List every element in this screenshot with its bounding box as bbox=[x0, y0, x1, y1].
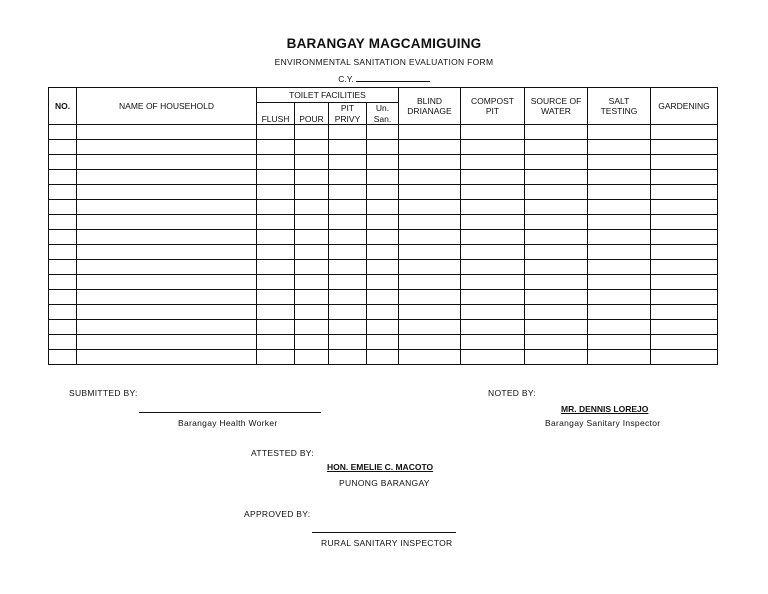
table-cell[interactable] bbox=[77, 275, 257, 290]
table-row bbox=[49, 140, 718, 155]
water-line-1: SOURCE OF bbox=[530, 95, 582, 106]
table-cell[interactable] bbox=[257, 305, 295, 320]
table-cell[interactable] bbox=[295, 170, 329, 185]
table-row bbox=[49, 245, 718, 260]
table-cell[interactable] bbox=[77, 290, 257, 305]
table-cell[interactable] bbox=[651, 335, 718, 350]
table-cell[interactable] bbox=[367, 320, 399, 335]
table-cell[interactable] bbox=[399, 125, 461, 140]
table-cell[interactable] bbox=[461, 230, 525, 245]
table-cell[interactable] bbox=[461, 275, 525, 290]
table-cell[interactable] bbox=[651, 260, 718, 275]
table-cell[interactable] bbox=[77, 125, 257, 140]
table-cell[interactable] bbox=[49, 200, 77, 215]
table-cell[interactable] bbox=[367, 245, 399, 260]
table-cell[interactable] bbox=[399, 305, 461, 320]
form-title: BARANGAY MAGCAMIGUING bbox=[286, 36, 482, 51]
table-cell[interactable] bbox=[77, 335, 257, 350]
table-cell[interactable] bbox=[525, 290, 588, 305]
table-cell[interactable] bbox=[367, 290, 399, 305]
table-cell[interactable] bbox=[525, 335, 588, 350]
table-cell[interactable] bbox=[461, 185, 525, 200]
table-cell[interactable] bbox=[329, 170, 367, 185]
table-cell[interactable] bbox=[257, 275, 295, 290]
table-cell[interactable] bbox=[49, 185, 77, 200]
table-cell[interactable] bbox=[77, 215, 257, 230]
table-cell[interactable] bbox=[257, 320, 295, 335]
salt-line-1: SALT bbox=[608, 95, 630, 106]
table-cell[interactable] bbox=[461, 290, 525, 305]
table-cell[interactable] bbox=[651, 140, 718, 155]
header-unsanitary bbox=[367, 103, 399, 125]
table-cell[interactable] bbox=[77, 200, 257, 215]
attested-name: HON. EMELIE C. MACOTO bbox=[327, 462, 434, 472]
table-cell[interactable] bbox=[525, 245, 588, 260]
approved-by-label: APPROVED BY: bbox=[244, 509, 311, 519]
table-cell[interactable] bbox=[367, 305, 399, 320]
table-cell[interactable] bbox=[525, 230, 588, 245]
table-cell[interactable] bbox=[295, 335, 329, 350]
table-cell[interactable] bbox=[588, 335, 651, 350]
table-cell[interactable] bbox=[399, 170, 461, 185]
unsan-line-2: San. bbox=[373, 113, 392, 124]
table-row bbox=[49, 350, 718, 365]
table-cell[interactable] bbox=[77, 320, 257, 335]
table-cell[interactable] bbox=[525, 155, 588, 170]
table-cell[interactable] bbox=[295, 155, 329, 170]
table-cell[interactable] bbox=[329, 185, 367, 200]
table-cell[interactable] bbox=[295, 260, 329, 275]
table-cell[interactable] bbox=[367, 350, 399, 365]
table-cell[interactable] bbox=[329, 125, 367, 140]
table-cell[interactable] bbox=[367, 185, 399, 200]
table-cell[interactable] bbox=[399, 290, 461, 305]
table-cell[interactable] bbox=[651, 155, 718, 170]
table-cell[interactable] bbox=[399, 230, 461, 245]
table-cell[interactable] bbox=[257, 215, 295, 230]
table-cell[interactable] bbox=[525, 200, 588, 215]
table-cell[interactable] bbox=[525, 350, 588, 365]
table-cell[interactable] bbox=[588, 140, 651, 155]
pit-line-2: PRIVY bbox=[334, 113, 361, 124]
table-cell[interactable] bbox=[461, 350, 525, 365]
salt-line-2: TESTING bbox=[600, 106, 638, 117]
table-cell[interactable] bbox=[49, 140, 77, 155]
cy-blank-line[interactable] bbox=[356, 72, 430, 82]
header-pit-privy bbox=[329, 103, 367, 125]
submitted-role: Barangay Health Worker bbox=[178, 418, 278, 428]
table-cell[interactable] bbox=[49, 290, 77, 305]
compost-line-2: PIT bbox=[485, 106, 500, 117]
table-cell[interactable] bbox=[329, 290, 367, 305]
table-cell[interactable] bbox=[399, 140, 461, 155]
table-cell[interactable] bbox=[77, 170, 257, 185]
table-cell[interactable] bbox=[588, 155, 651, 170]
table-cell[interactable] bbox=[461, 215, 525, 230]
table-cell[interactable] bbox=[367, 125, 399, 140]
header-gardening: GARDENING bbox=[651, 88, 718, 125]
attested-role: PUNONG BARANGAY bbox=[339, 478, 430, 488]
table-cell[interactable] bbox=[588, 260, 651, 275]
noted-name: MR. DENNIS LOREJO bbox=[561, 404, 649, 414]
table-cell[interactable] bbox=[329, 350, 367, 365]
table-cell[interactable] bbox=[49, 350, 77, 365]
table-cell[interactable] bbox=[651, 185, 718, 200]
noted-by-label: NOTED BY: bbox=[488, 388, 537, 398]
table-cell[interactable] bbox=[525, 320, 588, 335]
blind-line-1: BLIND bbox=[416, 95, 443, 106]
calendar-year-field bbox=[0, 72, 768, 84]
table-cell[interactable] bbox=[461, 260, 525, 275]
table-cell[interactable] bbox=[49, 260, 77, 275]
table-cell[interactable] bbox=[77, 350, 257, 365]
table-row bbox=[49, 170, 718, 185]
table-cell[interactable] bbox=[399, 260, 461, 275]
table-cell[interactable] bbox=[461, 170, 525, 185]
table-cell[interactable] bbox=[651, 350, 718, 365]
table-cell[interactable] bbox=[77, 185, 257, 200]
table-cell[interactable] bbox=[651, 230, 718, 245]
cy-label: C.Y. bbox=[338, 74, 354, 84]
table-cell[interactable] bbox=[49, 335, 77, 350]
table-cell[interactable] bbox=[588, 245, 651, 260]
table-cell[interactable] bbox=[461, 155, 525, 170]
table-cell[interactable] bbox=[399, 245, 461, 260]
table-cell[interactable] bbox=[295, 140, 329, 155]
table-cell[interactable] bbox=[399, 320, 461, 335]
table-cell[interactable] bbox=[525, 140, 588, 155]
table-row bbox=[49, 320, 718, 335]
table-cell[interactable] bbox=[329, 275, 367, 290]
table-row bbox=[49, 275, 718, 290]
table-cell[interactable] bbox=[367, 335, 399, 350]
table-cell[interactable] bbox=[257, 260, 295, 275]
table-cell[interactable] bbox=[257, 350, 295, 365]
table-cell[interactable] bbox=[257, 290, 295, 305]
approved-role: RURAL SANITARY INSPECTOR bbox=[321, 538, 453, 548]
table-cell[interactable] bbox=[329, 305, 367, 320]
table-row bbox=[49, 155, 718, 170]
header-source-of-water bbox=[525, 88, 588, 125]
table-cell[interactable] bbox=[257, 125, 295, 140]
table-cell[interactable] bbox=[651, 215, 718, 230]
table-cell[interactable] bbox=[651, 200, 718, 215]
table-cell[interactable] bbox=[367, 230, 399, 245]
table-cell[interactable] bbox=[399, 155, 461, 170]
table-cell[interactable] bbox=[399, 335, 461, 350]
table-cell[interactable] bbox=[399, 215, 461, 230]
header-salt-testing bbox=[588, 88, 651, 125]
form-subtitle: ENVIRONMENTAL SANITATION EVALUATION FORM bbox=[274, 57, 494, 67]
table-cell[interactable] bbox=[77, 305, 257, 320]
table-cell[interactable] bbox=[49, 320, 77, 335]
table-cell[interactable] bbox=[329, 200, 367, 215]
table-row bbox=[49, 185, 718, 200]
table-cell[interactable] bbox=[367, 215, 399, 230]
table-cell[interactable] bbox=[399, 275, 461, 290]
table-cell[interactable] bbox=[588, 200, 651, 215]
table-cell[interactable] bbox=[525, 185, 588, 200]
table-cell[interactable] bbox=[77, 155, 257, 170]
table-cell[interactable] bbox=[525, 260, 588, 275]
header-flush: FLUSH bbox=[257, 103, 295, 125]
table-cell[interactable] bbox=[651, 275, 718, 290]
table-cell[interactable] bbox=[525, 170, 588, 185]
compost-line-1: COMPOST bbox=[471, 95, 514, 106]
table-cell[interactable] bbox=[295, 215, 329, 230]
table-cell[interactable] bbox=[588, 125, 651, 140]
submitted-signature-line[interactable] bbox=[139, 412, 321, 413]
table-row bbox=[49, 290, 718, 305]
table-cell[interactable] bbox=[257, 230, 295, 245]
table-cell[interactable] bbox=[49, 230, 77, 245]
table-cell[interactable] bbox=[525, 215, 588, 230]
table-cell[interactable] bbox=[651, 245, 718, 260]
table-cell[interactable] bbox=[295, 245, 329, 260]
table-cell[interactable] bbox=[461, 200, 525, 215]
table-cell[interactable] bbox=[367, 275, 399, 290]
attested-by-label: ATTESTED BY: bbox=[251, 448, 314, 458]
table-cell[interactable] bbox=[588, 230, 651, 245]
table-cell[interactable] bbox=[367, 170, 399, 185]
table-cell[interactable] bbox=[329, 215, 367, 230]
table-cell[interactable] bbox=[77, 230, 257, 245]
table-cell[interactable] bbox=[329, 230, 367, 245]
table-cell[interactable] bbox=[525, 125, 588, 140]
table-cell[interactable] bbox=[49, 305, 77, 320]
table-cell[interactable] bbox=[257, 245, 295, 260]
table-cell[interactable] bbox=[77, 245, 257, 260]
table-cell[interactable] bbox=[257, 335, 295, 350]
table-cell[interactable] bbox=[295, 200, 329, 215]
table-cell[interactable] bbox=[329, 260, 367, 275]
table-cell[interactable] bbox=[461, 140, 525, 155]
header-blind-drainage bbox=[399, 88, 461, 125]
approved-signature-line[interactable] bbox=[312, 532, 456, 533]
blind-line-2: DRIANAGE bbox=[407, 106, 452, 117]
table-cell[interactable] bbox=[257, 185, 295, 200]
table-cell[interactable] bbox=[651, 290, 718, 305]
table-cell[interactable] bbox=[295, 305, 329, 320]
table-cell[interactable] bbox=[367, 140, 399, 155]
table-cell[interactable] bbox=[77, 140, 257, 155]
table-cell[interactable] bbox=[329, 155, 367, 170]
table-cell[interactable] bbox=[588, 185, 651, 200]
table-cell[interactable] bbox=[295, 275, 329, 290]
table-cell[interactable] bbox=[77, 260, 257, 275]
table-cell[interactable] bbox=[367, 200, 399, 215]
table-row bbox=[49, 200, 718, 215]
table-cell[interactable] bbox=[329, 140, 367, 155]
table-cell[interactable] bbox=[651, 170, 718, 185]
table-cell[interactable] bbox=[257, 200, 295, 215]
table-cell[interactable] bbox=[461, 125, 525, 140]
table-cell[interactable] bbox=[329, 320, 367, 335]
table-cell[interactable] bbox=[461, 245, 525, 260]
table-cell[interactable] bbox=[295, 230, 329, 245]
table-cell[interactable] bbox=[49, 155, 77, 170]
table-cell[interactable] bbox=[257, 170, 295, 185]
table-cell[interactable] bbox=[399, 185, 461, 200]
table-cell[interactable] bbox=[329, 245, 367, 260]
header-household: NAME OF HOUSEHOLD bbox=[77, 88, 257, 125]
table-row bbox=[49, 215, 718, 230]
table-cell[interactable] bbox=[257, 140, 295, 155]
table-cell[interactable] bbox=[651, 305, 718, 320]
table-cell[interactable] bbox=[49, 170, 77, 185]
table-cell[interactable] bbox=[588, 305, 651, 320]
table-row bbox=[49, 260, 718, 275]
submitted-by-label: SUBMITTED BY: bbox=[69, 388, 138, 398]
table-cell[interactable] bbox=[49, 215, 77, 230]
table-cell[interactable] bbox=[461, 320, 525, 335]
table-cell[interactable] bbox=[49, 125, 77, 140]
table-cell[interactable] bbox=[367, 155, 399, 170]
table-cell[interactable] bbox=[295, 320, 329, 335]
table-cell[interactable] bbox=[588, 275, 651, 290]
table-cell[interactable] bbox=[588, 320, 651, 335]
table-cell[interactable] bbox=[49, 245, 77, 260]
table-cell[interactable] bbox=[49, 275, 77, 290]
header-toilet-facilities: TOILET FACILITIES bbox=[257, 88, 399, 103]
unsan-line-1: Un. bbox=[375, 103, 390, 113]
table-cell[interactable] bbox=[329, 335, 367, 350]
table-cell[interactable] bbox=[295, 290, 329, 305]
table-row bbox=[49, 305, 718, 320]
table-cell[interactable] bbox=[525, 305, 588, 320]
table-row bbox=[49, 125, 718, 140]
table-cell[interactable] bbox=[399, 350, 461, 365]
table-cell[interactable] bbox=[651, 125, 718, 140]
table-cell[interactable] bbox=[367, 260, 399, 275]
table-cell[interactable] bbox=[257, 155, 295, 170]
table-cell[interactable] bbox=[588, 215, 651, 230]
water-line-2: WATER bbox=[541, 106, 571, 117]
table-cell[interactable] bbox=[588, 290, 651, 305]
table-cell[interactable] bbox=[295, 125, 329, 140]
table-cell[interactable] bbox=[399, 200, 461, 215]
table-cell[interactable] bbox=[525, 275, 588, 290]
table-cell[interactable] bbox=[588, 350, 651, 365]
evaluation-table bbox=[48, 87, 718, 365]
header-compost-pit bbox=[461, 88, 525, 125]
header-pour: POUR bbox=[295, 103, 329, 125]
header-no: NO. bbox=[49, 88, 77, 125]
table-cell[interactable] bbox=[461, 335, 525, 350]
noted-role: Barangay Sanitary Inspector bbox=[545, 418, 661, 428]
table-row bbox=[49, 335, 718, 350]
table-cell[interactable] bbox=[588, 170, 651, 185]
table-cell[interactable] bbox=[295, 350, 329, 365]
table-cell[interactable] bbox=[295, 185, 329, 200]
pit-line-1: PIT bbox=[340, 103, 355, 113]
table-cell[interactable] bbox=[461, 305, 525, 320]
table-cell[interactable] bbox=[651, 320, 718, 335]
table-row bbox=[49, 230, 718, 245]
